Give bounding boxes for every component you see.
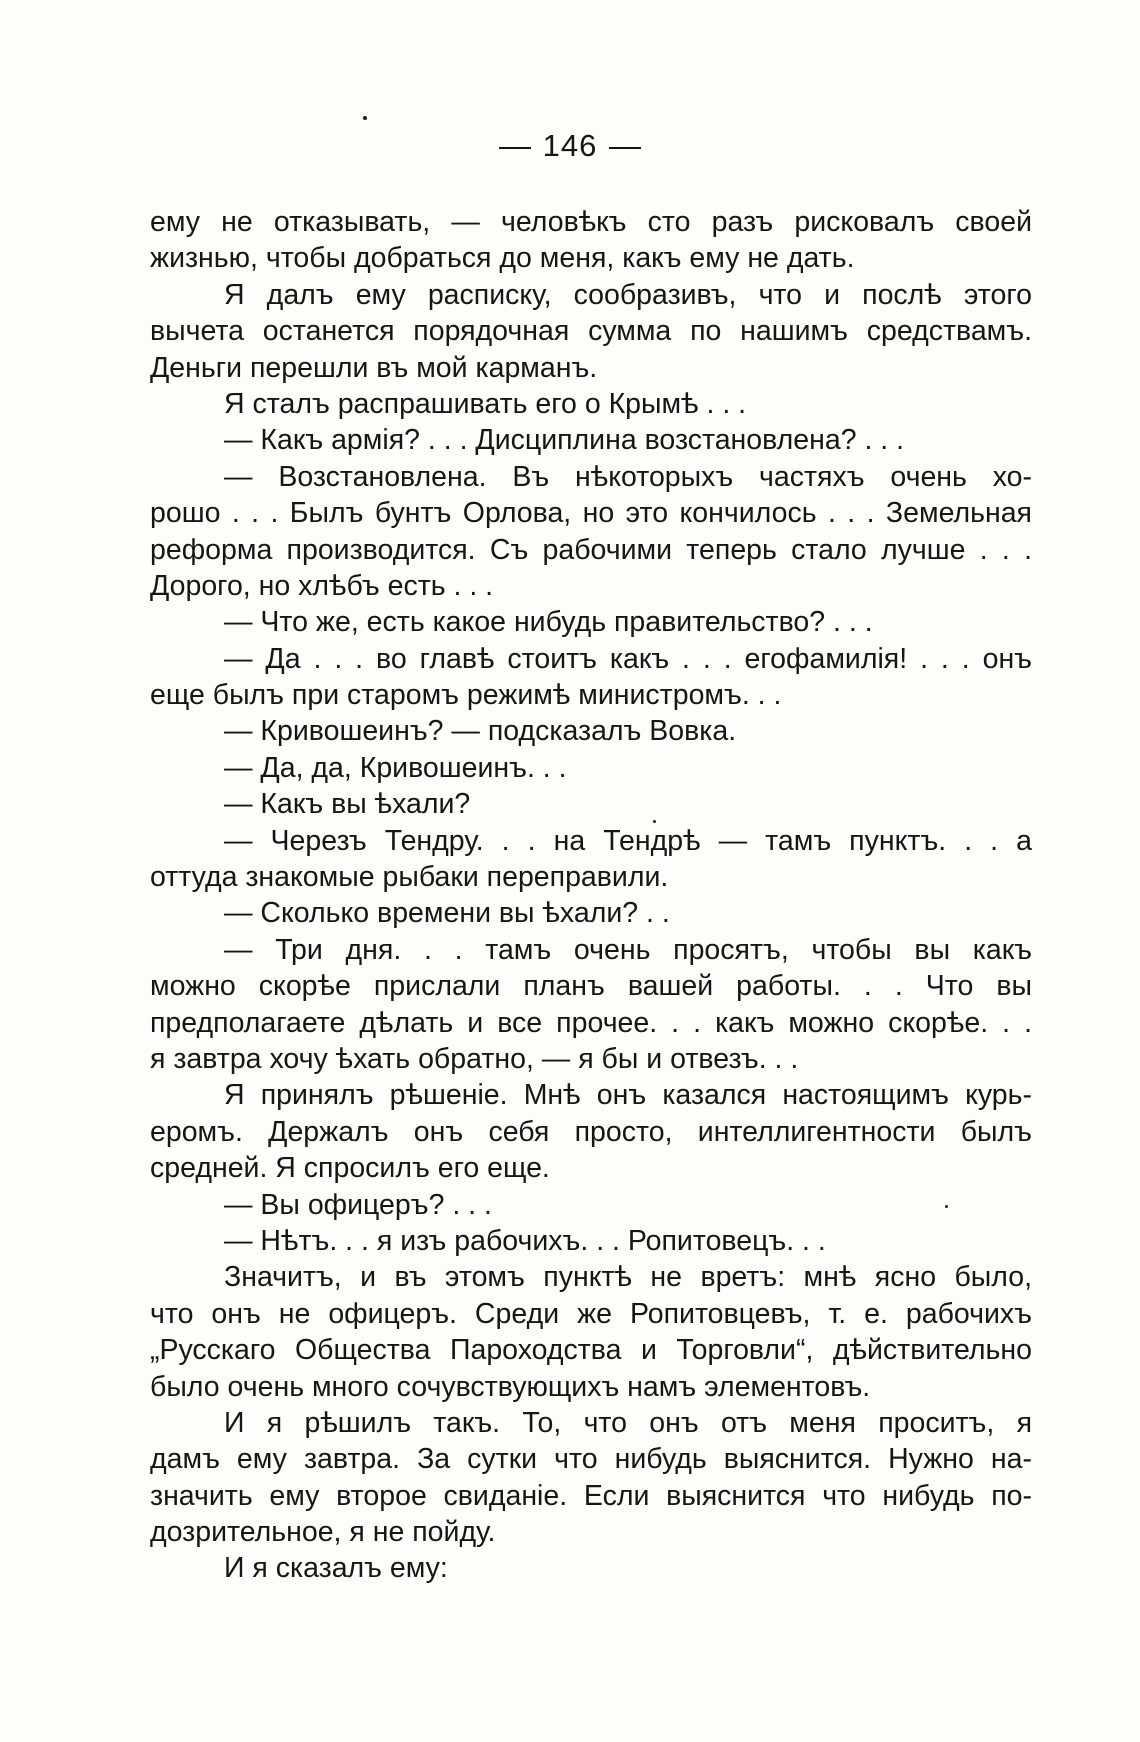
- text-line: — Да, да, Кривошеинъ. . .: [224, 751, 567, 784]
- text-line: что онъ не офицеръ. Среди же Ропитовцевъ, т. е. рабочихъ: [150, 1297, 1032, 1330]
- text-line: — Какъ вы ѣхали?: [224, 788, 471, 821]
- text-line: — Три дня. . . тамъ очень просятъ, чтобы вы какъ: [224, 933, 1032, 966]
- text-line: вычета останется порядочная сумма по нашимъ средствамъ.: [150, 315, 1032, 348]
- text-line: еще былъ при старомъ режимѣ министромъ. . .: [150, 679, 782, 712]
- text-line: можно скорѣе прислали планъ вашей работы. . . Что вы: [150, 970, 1032, 1003]
- text-line: было очень много сочувствующихъ намъ элементовъ.: [150, 1370, 871, 1403]
- text-line: ему не отказывать, — человѣкъ сто разъ рисковалъ своей: [150, 206, 1032, 238]
- text-line: И я рѣшилъ такъ. То, что онъ отъ меня проситъ, я: [224, 1406, 1032, 1439]
- text-line: Я принялъ рѣшеніе. Мнѣ онъ казался настоящимъ курь-: [224, 1079, 1032, 1112]
- print-speck: [653, 820, 656, 823]
- page-number: 146: [542, 128, 598, 163]
- text-line: Я далъ ему расписку, сообразивъ, что и послѣ этого: [224, 278, 1032, 311]
- text-line: значить ему второе свиданіе. Если выяснится что нибудь по-: [150, 1479, 1032, 1512]
- text-line: дамъ ему завтра. За сутки что нибудь выяснится. Нужно на-: [150, 1443, 1032, 1476]
- left-dash: [499, 147, 531, 149]
- print-speck: [363, 116, 367, 120]
- text-line: еромъ. Держалъ онъ себя просто, интеллигентности былъ: [150, 1115, 1032, 1148]
- text-line: рошо . . . Былъ бунтъ Орлова, но это кончилось . . . Земельная: [150, 497, 1032, 530]
- text-line: Я сталъ распрашивать его о Крымѣ . . .: [224, 387, 747, 420]
- text-line: средней. Я спросилъ его еще.: [150, 1152, 550, 1185]
- text-line: — Возстановлена. Въ нѣкоторыхъ частяхъ очень хо-: [224, 460, 1032, 493]
- text-line: Дорого, но хлѣбъ есть . . .: [150, 569, 494, 602]
- text-line: — Да . . . во главѣ стоитъ какъ . . . егофамилія! . . . онъ: [224, 642, 1032, 675]
- right-dash: [609, 147, 641, 149]
- text-line: — Вы офицеръ? . . .: [224, 1188, 492, 1221]
- text-line: — Кривошеинъ? — подсказалъ Вовка.: [224, 715, 737, 748]
- text-line: — Что же, есть какое нибудь правительство? . . .: [224, 606, 873, 639]
- text-line: — Сколько времени вы ѣхали? . .: [224, 897, 670, 930]
- text-line: И я сказалъ ему:: [224, 1552, 448, 1585]
- text-line: — Нѣтъ. . . я изъ рабочихъ. . . Ропитовецъ. . .: [224, 1224, 826, 1257]
- text-line: предполагаете дѣлать и все прочее. . . какъ можно скорѣе. . .: [150, 1006, 1032, 1039]
- text-line: — Какъ армія? . . . Дисциплина возстановлена? . . .: [224, 424, 905, 457]
- text-line: Значитъ, и въ этомъ пунктѣ не вретъ: мнѣ ясно было,: [224, 1261, 1032, 1294]
- text-line: жизнью, чтобы добраться до меня, какъ ему не дать.: [150, 242, 855, 275]
- body-text: [150, 204, 1032, 1587]
- text-line: Деньги перешли въ мой карманъ.: [150, 351, 598, 384]
- text-line: я завтра хочу ѣхать обратно, — я бы и отвезъ. . .: [150, 1042, 799, 1075]
- text-line: реформа производится. Съ рабочими теперь стало лучше . . .: [150, 533, 1032, 566]
- text-line: дозрительное, я не пойду.: [150, 1516, 496, 1549]
- text-line: „Русскаго Общества Пароходства и Торговли“, дѣйствительно: [150, 1334, 1032, 1367]
- text-line: оттуда знакомые рыбаки переправили.: [150, 861, 669, 894]
- text-line: — Черезъ Тендру. . . на Тендрѣ — тамъ пунктъ. . . а: [224, 824, 1032, 857]
- page-number-header: [0, 128, 1140, 164]
- print-speck: [945, 1205, 948, 1208]
